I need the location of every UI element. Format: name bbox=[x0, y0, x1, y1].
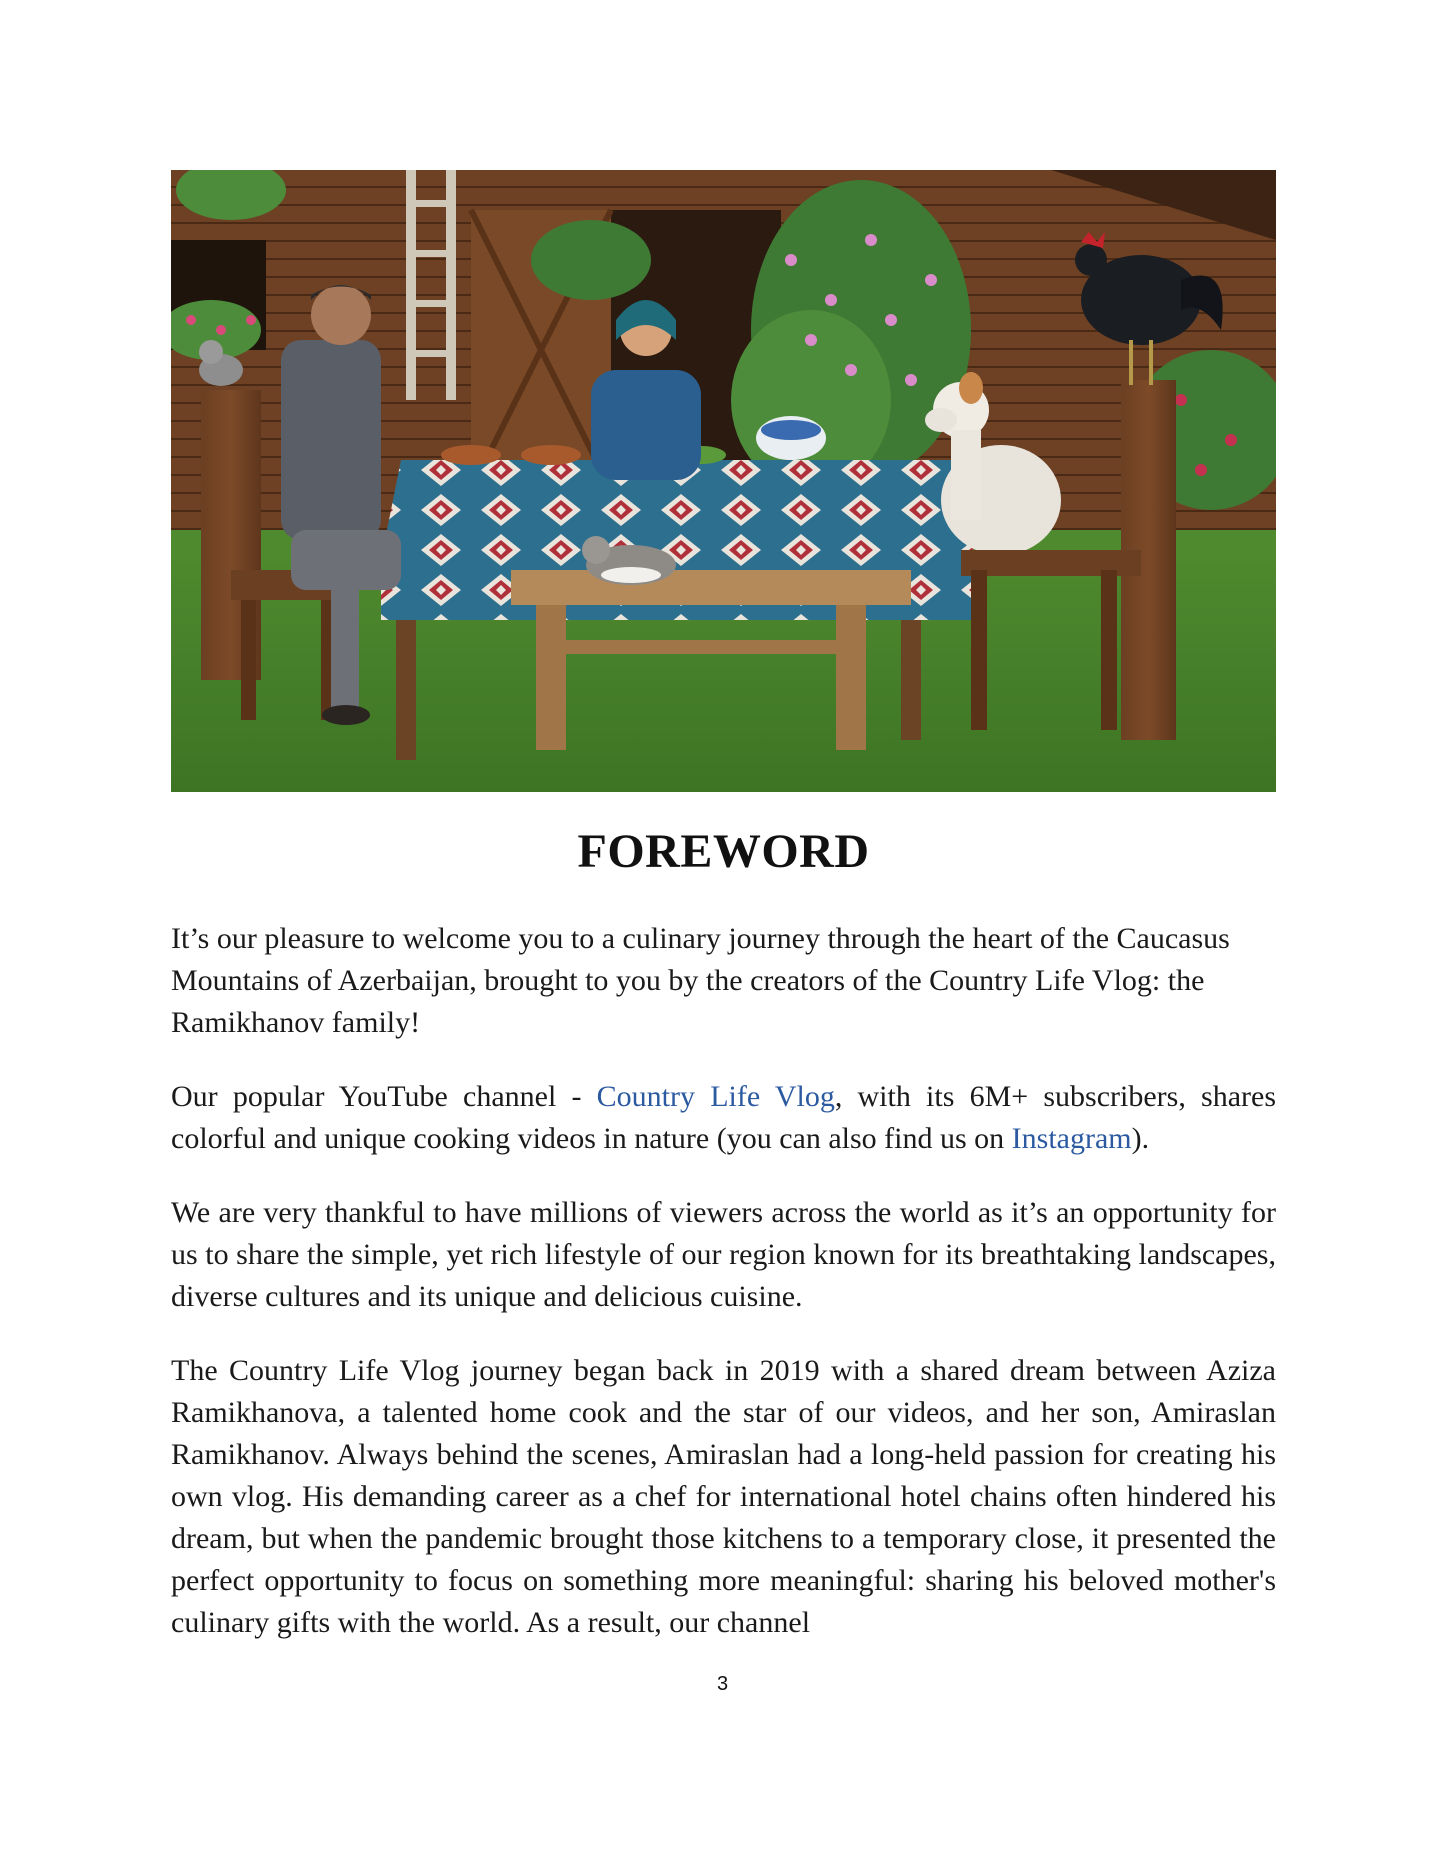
page-number: 3 bbox=[716, 1673, 729, 1695]
instagram-link[interactable]: Instagram bbox=[1011, 1122, 1132, 1155]
family-meal-in-garden-photo bbox=[171, 170, 1276, 792]
foreword-body bbox=[171, 918, 1276, 1676]
paragraph-thanks: We are very thankful to have millions of viewers across the world as it’s an opportunity for us to share the simple, yet rich lifestyle of our region known for its breathtaking landscapes, diverse cultures and its unique and delicious cuisine. bbox=[171, 1196, 1276, 1313]
paragraph-channel-text-start: Our popular YouTube channel - bbox=[171, 1080, 597, 1113]
paragraph-channel bbox=[171, 1076, 1276, 1160]
paragraph-intro: It’s our pleasure to welcome you to a culinary journey through the heart of the Caucasus Mountains of Azerbaijan, brought to you by the creators of the Country Life Vlog: the Ramikhanov family! bbox=[171, 922, 1230, 1039]
paragraph-history: The Country Life Vlog journey began back in 2019 with a shared dream between Aziza Ramikhanova, a talented home cook and the star of our videos, and her son, Amiraslan Ramikhanov. Always behind the scenes, Amiraslan had a long-held passion for creating his own vlog. His demanding career as a chef for international hotel chains often hindered his dream, but when the pandemic brought those kitchens to a temporary close, it presented the perfect opportunity to focus on something more meaningful: sharing his beloved mother's culinary gifts with the world. As a result, our channel bbox=[171, 1354, 1276, 1639]
page-title: FOREWORD bbox=[577, 825, 870, 878]
country-life-vlog-link[interactable]: Country Life Vlog bbox=[596, 1080, 835, 1113]
paragraph-channel-text-end: ). bbox=[1131, 1122, 1150, 1155]
paragraph-channel-text-middle: , with its 6M+ subscribers, shares colorful and unique cooking videos in nature (you can also find us on bbox=[171, 1080, 1277, 1155]
